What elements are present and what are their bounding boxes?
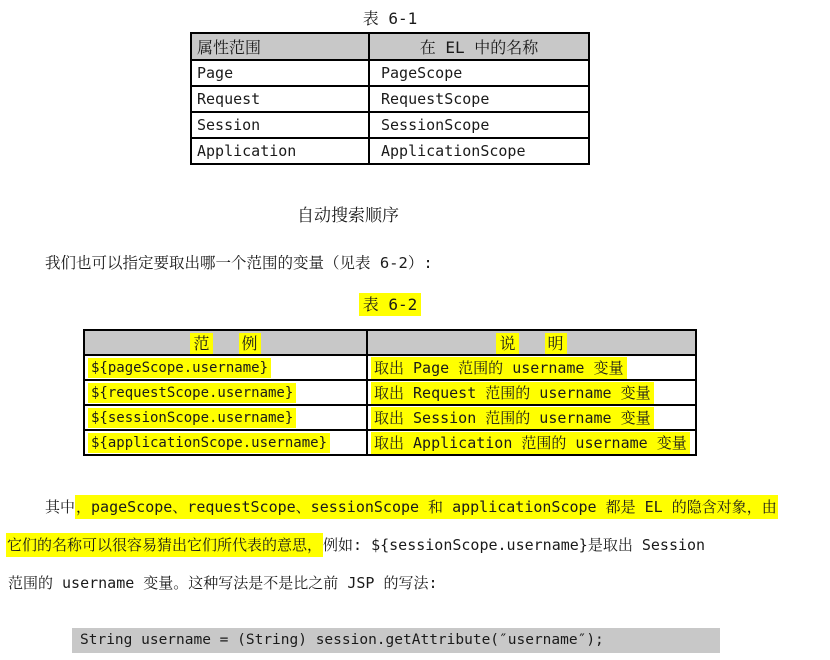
paragraph-line-1 <box>6 496 778 517</box>
table-row <box>84 405 696 430</box>
table2-cell-description <box>367 405 696 430</box>
auto-search-order-caption: 自动搜索顺序 <box>297 206 399 226</box>
header-char: 范 <box>190 333 212 354</box>
table-row <box>191 86 589 112</box>
el-expression: ${applicationScope.username} <box>88 433 330 453</box>
table2-cell-example <box>84 430 367 455</box>
table2-title-highlight: 表 6-2 <box>359 293 422 316</box>
table2-col-header-description <box>367 330 696 355</box>
table-row <box>84 380 696 405</box>
table-row <box>84 355 696 380</box>
table2 <box>83 329 697 456</box>
table2-cell-description <box>367 430 696 455</box>
code-text: String username = (String) session.getAttribute(″username″); <box>80 632 604 648</box>
paragraph-line-3 <box>8 572 438 593</box>
table1-cell-el-name: SessionScope <box>369 112 589 138</box>
table1-cell-scope: Request <box>191 86 369 112</box>
paragraph-text: 例如: ${sessionScope.username}是取出 Session <box>323 536 706 554</box>
table2-header-row <box>84 330 696 355</box>
paragraph-text: 其中 <box>45 498 76 516</box>
paragraph-line-2 <box>6 534 705 555</box>
table2-cell-example <box>84 405 367 430</box>
code-block <box>72 628 720 653</box>
table-row <box>84 430 696 455</box>
table1-cell-el-name: ApplicationScope <box>369 138 589 164</box>
el-description: 取出 Page 范围的 username 变量 <box>371 357 627 379</box>
paragraph-highlight: 它们的名称可以很容易猜出它们所代表的意思， <box>6 533 323 557</box>
table1 <box>190 32 590 165</box>
table1-cell-el-name: RequestScope <box>369 86 589 112</box>
table2-cell-example <box>84 380 367 405</box>
table1-cell-scope: Page <box>191 60 369 86</box>
table-row <box>191 138 589 164</box>
paragraph-highlight: ，pageScope、requestScope、sessionScope 和 applicationScope 都是 EL 的隐含对象，由 <box>75 495 778 519</box>
header-char: 例 <box>239 333 261 354</box>
table1-header-row <box>191 33 589 60</box>
el-expression: ${pageScope.username} <box>88 358 271 378</box>
table2-title <box>83 292 697 315</box>
table1-col-header-el-name: 在 EL 中的名称 <box>369 33 589 60</box>
table1-title: 表 6-1 <box>362 9 418 28</box>
table-row <box>191 112 589 138</box>
table1-cell-el-name: PageScope <box>369 60 589 86</box>
table1-cell-scope: Application <box>191 138 369 164</box>
el-description: 取出 Session 范围的 username 变量 <box>371 407 654 429</box>
paragraph-text: 范围的 username 变量。这种写法是不是比之前 JSP 的写法: <box>8 574 438 592</box>
table1-col-header-scope: 属性范围 <box>191 33 369 60</box>
table2-cell-description <box>367 355 696 380</box>
el-description: 取出 Application 范围的 username 变量 <box>371 432 690 454</box>
table-row <box>191 60 589 86</box>
el-expression: ${requestScope.username} <box>88 383 296 403</box>
table2-cell-example <box>84 355 367 380</box>
header-char: 明 <box>545 333 567 354</box>
table2-col-header-example <box>84 330 367 355</box>
table1-cell-scope: Session <box>191 112 369 138</box>
el-expression: ${sessionScope.username} <box>88 408 296 428</box>
intro-sentence: 我们也可以指定要取出哪一个范围的变量（见表 6-2）: <box>45 254 433 272</box>
header-char: 说 <box>496 333 518 354</box>
table2-cell-description <box>367 380 696 405</box>
el-description: 取出 Request 范围的 username 变量 <box>371 382 654 404</box>
